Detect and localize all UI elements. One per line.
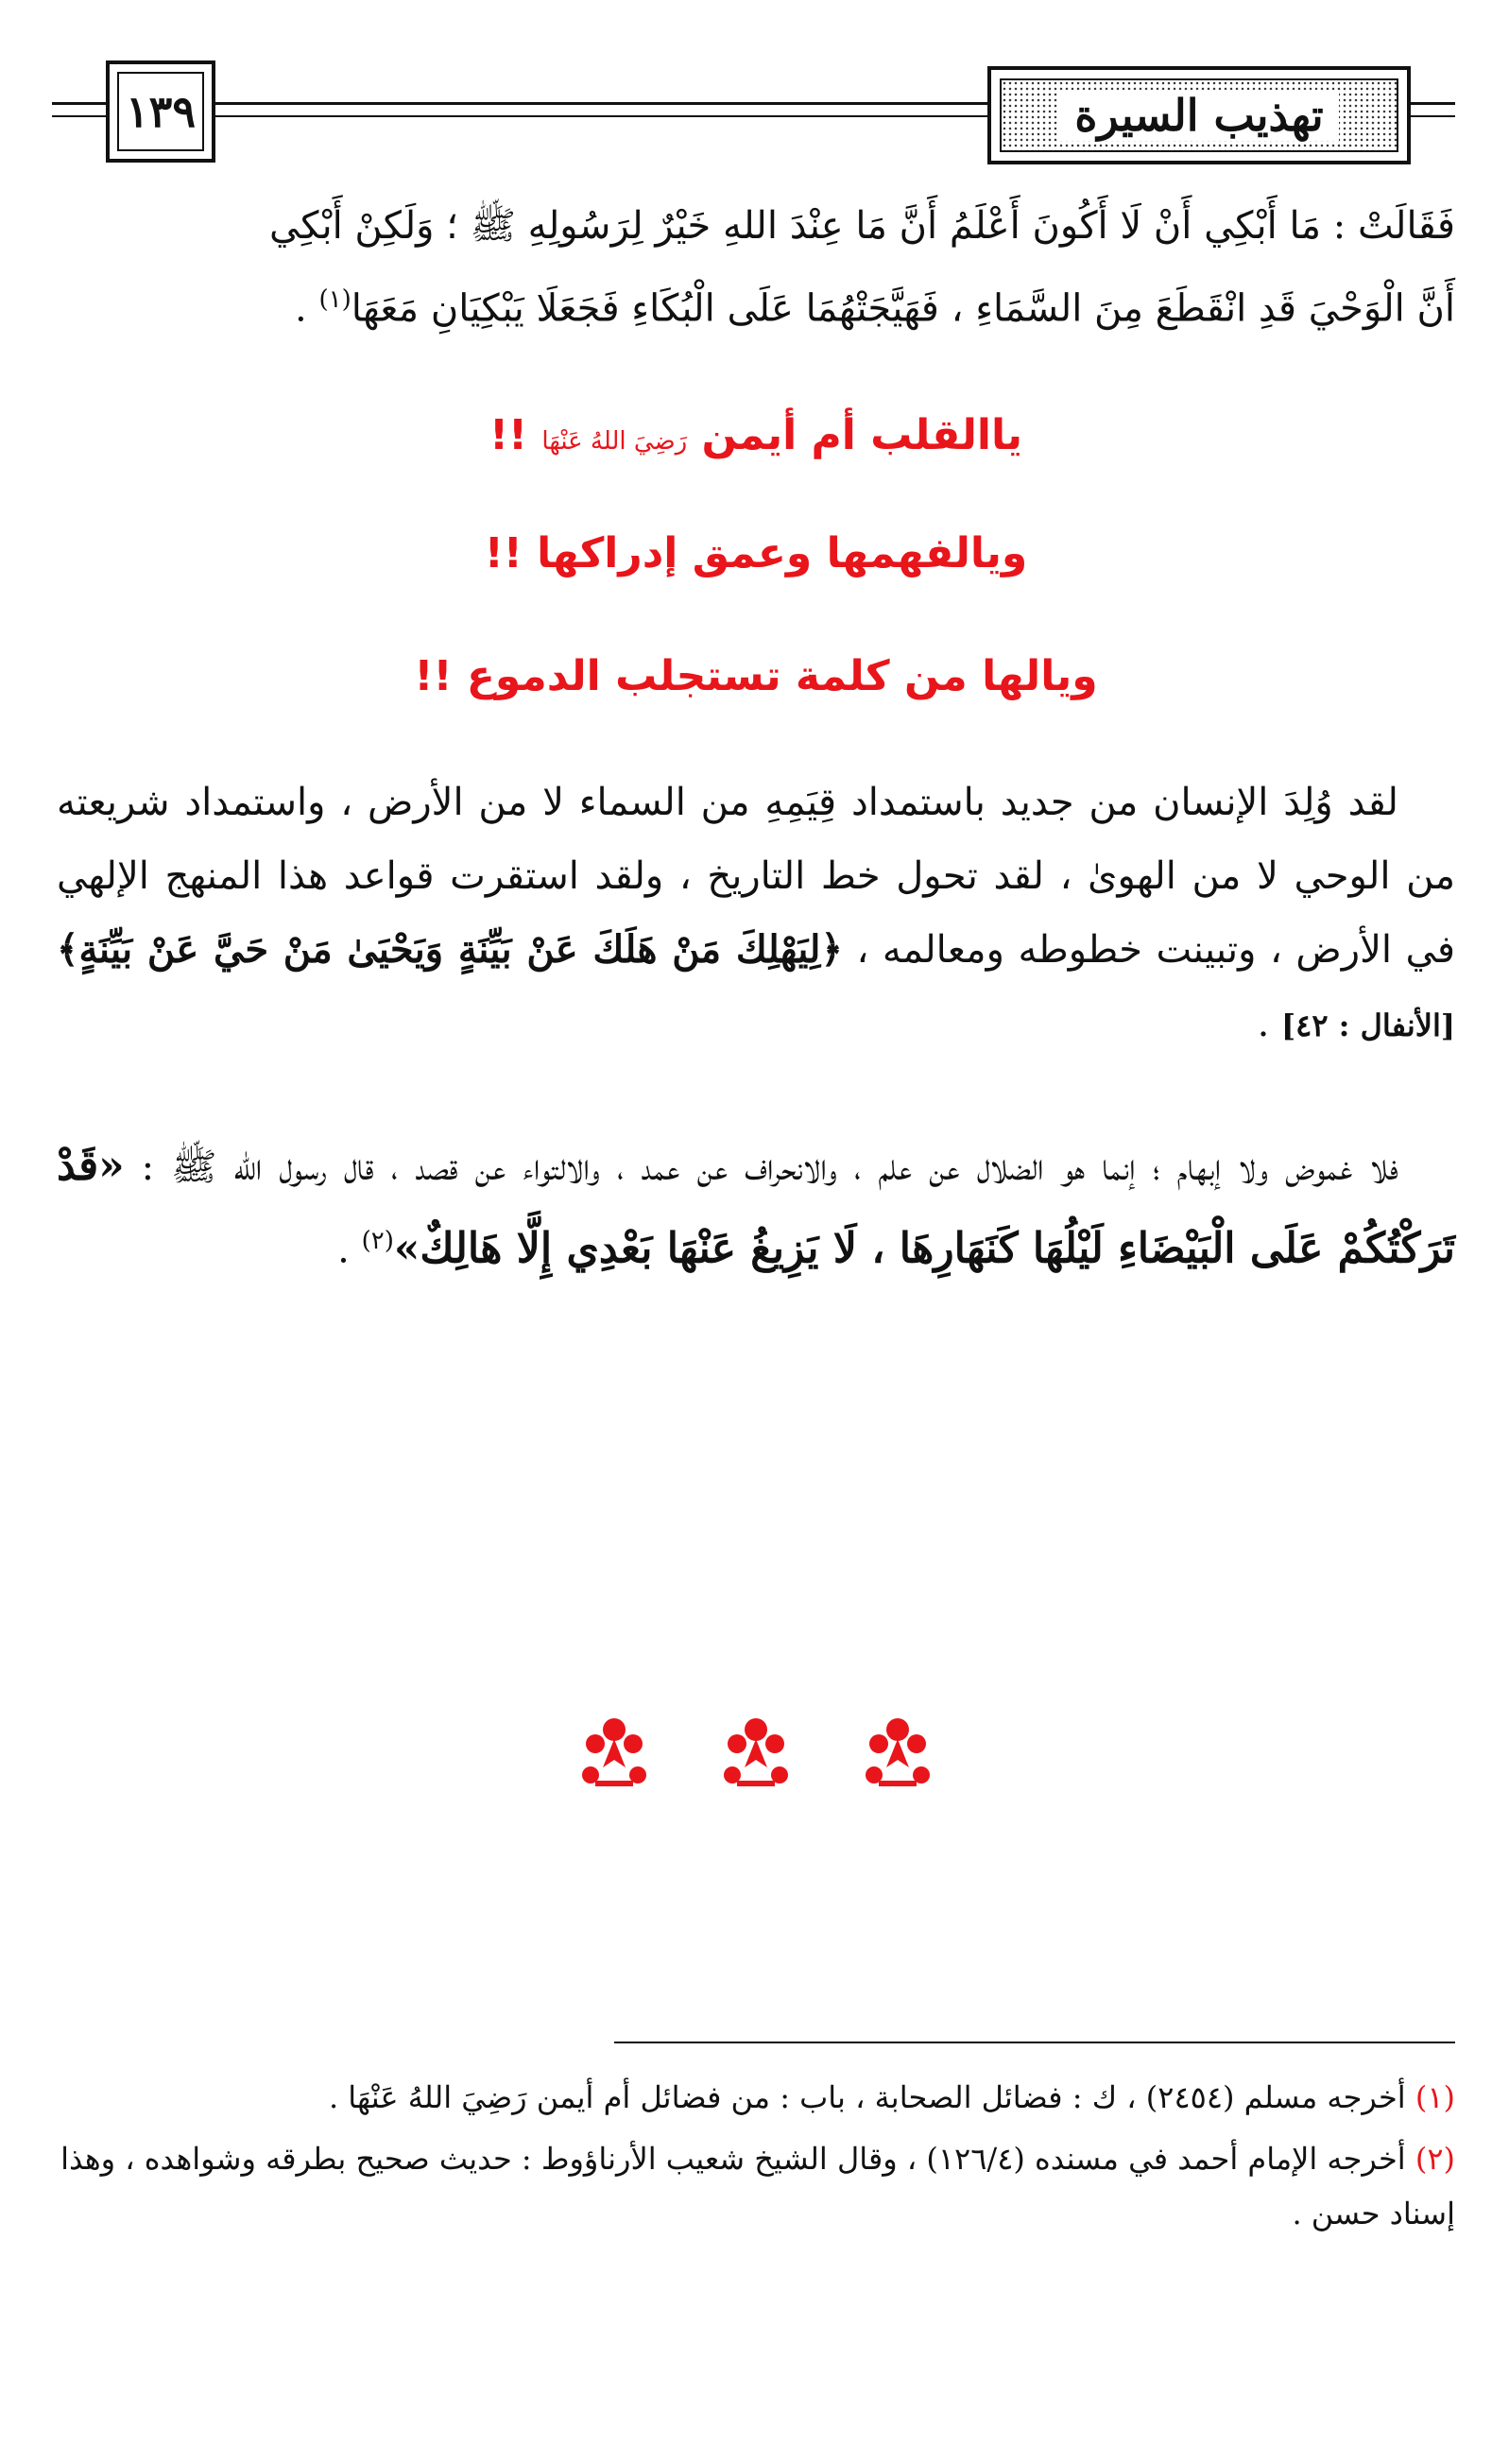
footnote-text: أخرجه الإمام أحمد في مسنده (١٢٦/٤) ، وقال الشيخ شعيب الأرناؤوط : حديث صحيح بطرقه وشواهده ، وهذا إسناد حسن .: [60, 2141, 1455, 2231]
header-rule-right-thin: [1403, 115, 1455, 117]
section-divider-ornaments: [567, 1701, 945, 1805]
heading-3: ويالها من كلمة تستجلب الدموع !!: [414, 652, 1098, 700]
flower-ornament-icon: [709, 1701, 803, 1796]
paragraph-1-line-2: أَنَّ الْوَحْيَ قَدِ انْقَطَعَ مِنَ السَّمَاءِ ، فَهَيَّجَتْهُمَا عَلَى الْبُكَاءِ فَجَعَلَا يَبْكِيَانِ مَعَهَا$^{(١)}$ .: [295, 285, 1455, 331]
running-title-frame: [987, 66, 1411, 164]
footnote-1: [57, 2070, 1455, 2125]
footnote-text: أخرجه مسلم (٢٤٥٤) ، ك : فضائل الصحابة ، باب : من فضائل أم أيمن رَضِيَ اللهُ عَنْهَا .: [328, 2079, 1406, 2115]
page-number-frame: [106, 60, 215, 163]
flower-ornament-icon: [567, 1701, 661, 1796]
verse-reference: [الأنفال : ٤٢]: [1281, 1008, 1455, 1043]
flower-ornament-icon: [850, 1701, 945, 1796]
footnote-ref-1: (١): [318, 285, 352, 314]
heading-1: ياالقلب أم أيمن رَضِيَ اللهُ عَنْهَا !!: [489, 411, 1023, 459]
quran-verse: ﴿لِيَهْلِكَ مَنْ هَلَكَ عَنْ بَيِّنَةٍ وَيَحْيَىٰ مَنْ حَيَّ عَنْ بَيِّنَةٍ﴾: [57, 927, 843, 972]
header-rule-right: [1403, 102, 1455, 105]
footnote-number: (٢): [1415, 2141, 1455, 2177]
honorific-glyph: رَضِيَ اللهُ عَنْهَا: [541, 427, 688, 456]
running-title-ornament: [1000, 78, 1398, 152]
hadith-quote: «قَدْ تَرَكْتُكُمْ عَلَى الْبَيْضَاءِ لَيْلُهَا كَنَهَارِهَا ، لَا يَزِيغُ عَنْهَا بَعْدِي إِلَّا هَالِكٌ»: [57, 1142, 1455, 1273]
footnote-separator: [614, 2042, 1455, 2043]
footnote-2: [57, 2131, 1455, 2241]
paragraph-3: فلا غموض ولا إبهام ؛ إنما هو الضلال عن علم ، والانحراف عن عمد ، والالتواء عن قصد ، قال رسول الله ﷺ : «قَدْ تَرَكْتُكُمْ عَلَى الْبَيْضَاءِ لَيْلُهَا كَنَهَارِهَا ، لَا يَزِيغُ عَنْهَا بَعْدِي إِلَّا هَالِكٌ»$^{(٢)}$ .: [57, 1142, 1455, 1273]
paragraph-1-line-1: فَقَالَتْ : مَا أَبْكِي أَنْ لَا أَكُونَ أَعْلَمُ أَنَّ مَا عِنْدَ اللهِ خَيْرٌ لِرَسُولِهِ ﷺ ؛ وَلَكِنْ أَبْكِي: [269, 204, 1455, 248]
running-title: تهذيب السيرة: [1059, 90, 1338, 141]
footnote-ref-2: (٢): [361, 1227, 394, 1255]
heading-2: ويالفهمها وعمق إدراكها !!: [484, 529, 1028, 577]
page-number: ١٣٩: [117, 72, 204, 151]
paragraph-2: لقد وُلِدَ الإنسان من جديد باستمداد قِيَمِهِ من السماء لا من الأرض ، واستمداد شريعته من الوحي لا من الهوىٰ ، لقد تحول خط التاريخ ، ولقد استقرت قواعد هذا المنهج الإلهي في الأرض ، وتبينت خطوطه ومعالمه ، ﴿لِيَهْلِكَ مَنْ هَلَكَ عَنْ بَيِّنَةٍ وَيَحْيَىٰ مَنْ حَيَّ عَنْ بَيِّنَةٍ﴾ [الأنفال : ٤٢] .: [57, 781, 1456, 1045]
footnote-number: (١): [1415, 2079, 1455, 2115]
paragraph-1: [57, 189, 1455, 345]
